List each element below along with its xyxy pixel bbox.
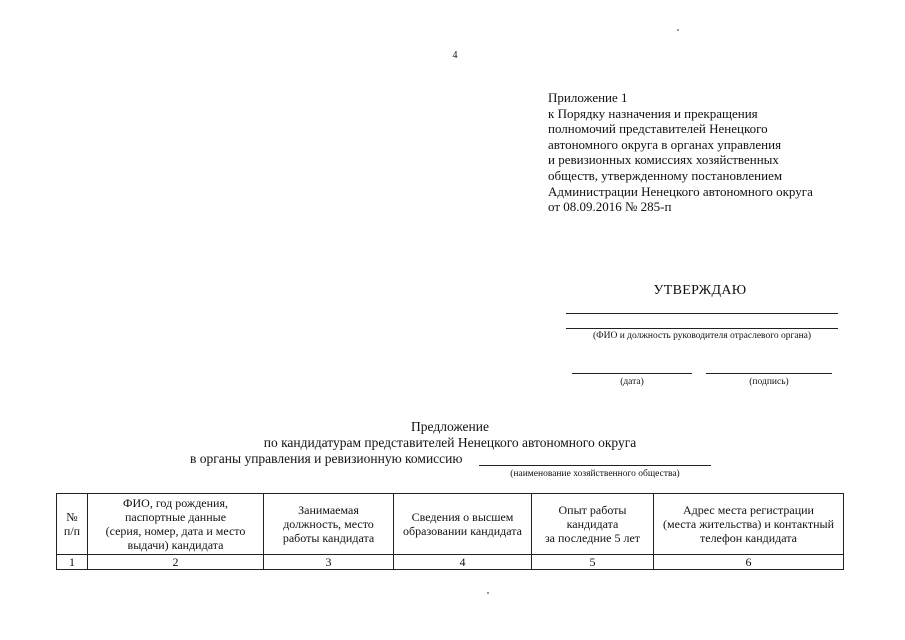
- header-cell-education: Сведения о высшем образовании кандидата: [394, 494, 532, 555]
- page-number: 4: [452, 50, 458, 61]
- appendix-line: и ревизионных комиссиях хозяйственных: [548, 152, 779, 168]
- approver-fill-line-2: [566, 328, 838, 329]
- approver-caption: (ФИО и должность руководителя отраслевого органа): [592, 331, 812, 341]
- header-cell-address: Адрес места регистрации (места жительства) и контактный телефон кандидата: [654, 494, 844, 555]
- appendix-line: Администрации Ненецкого автономного округа: [548, 183, 813, 199]
- company-caption: (наименование хозяйственного общества): [510, 469, 680, 479]
- appendix-line: от 08.09.2016 № 285-п: [548, 199, 672, 215]
- header-cell-number: № п/п: [57, 494, 88, 555]
- column-number: 3: [264, 555, 394, 570]
- offer-line-3: в органы управления и ревизионную комиссию: [190, 451, 463, 466]
- header-cell-position: Занимаемая должность, место работы кандидата: [264, 494, 394, 555]
- offer-subtitle: по кандидатурам представителей Ненецкого автономного округа: [263, 435, 637, 450]
- approval-title: УТВЕРЖДАЮ: [653, 283, 747, 298]
- column-number: 2: [88, 555, 264, 570]
- offer-title: Предложение: [411, 419, 489, 434]
- approver-fill-line: [566, 313, 838, 314]
- column-number: 5: [532, 555, 654, 570]
- header-cell-experience: Опыт работы кандидата за последние 5 лет: [532, 494, 654, 555]
- table-number-row: [57, 555, 844, 570]
- appendix-line: Приложение 1: [548, 90, 628, 105]
- column-number: 6: [654, 555, 844, 570]
- column-number: 4: [394, 555, 532, 570]
- offer-heading: [120, 419, 780, 451]
- candidates-table: [56, 493, 844, 570]
- company-fill-line: [479, 465, 711, 466]
- table-header-row: [57, 494, 844, 555]
- appendix-block: [548, 90, 868, 215]
- header-cell-fio: ФИО, год рождения, паспортные данные (серия, номер, дата и место выдачи) кандидата: [88, 494, 264, 555]
- date-fill-line: [572, 373, 692, 374]
- column-number: 1: [57, 555, 88, 570]
- signature-caption: (подпись): [749, 377, 789, 387]
- scan-speck: [487, 592, 489, 594]
- appendix-line: обществ, утвержденному постановлением: [548, 167, 783, 183]
- scan-speck: [677, 29, 679, 31]
- appendix-line: к Порядку назначения и прекращения: [548, 105, 758, 121]
- appendix-line: полномочий представителей Ненецкого: [548, 121, 768, 137]
- appendix-line: автономного округа в органах управления: [548, 136, 782, 152]
- signature-fill-line: [706, 373, 832, 374]
- date-caption: (дата): [620, 377, 644, 387]
